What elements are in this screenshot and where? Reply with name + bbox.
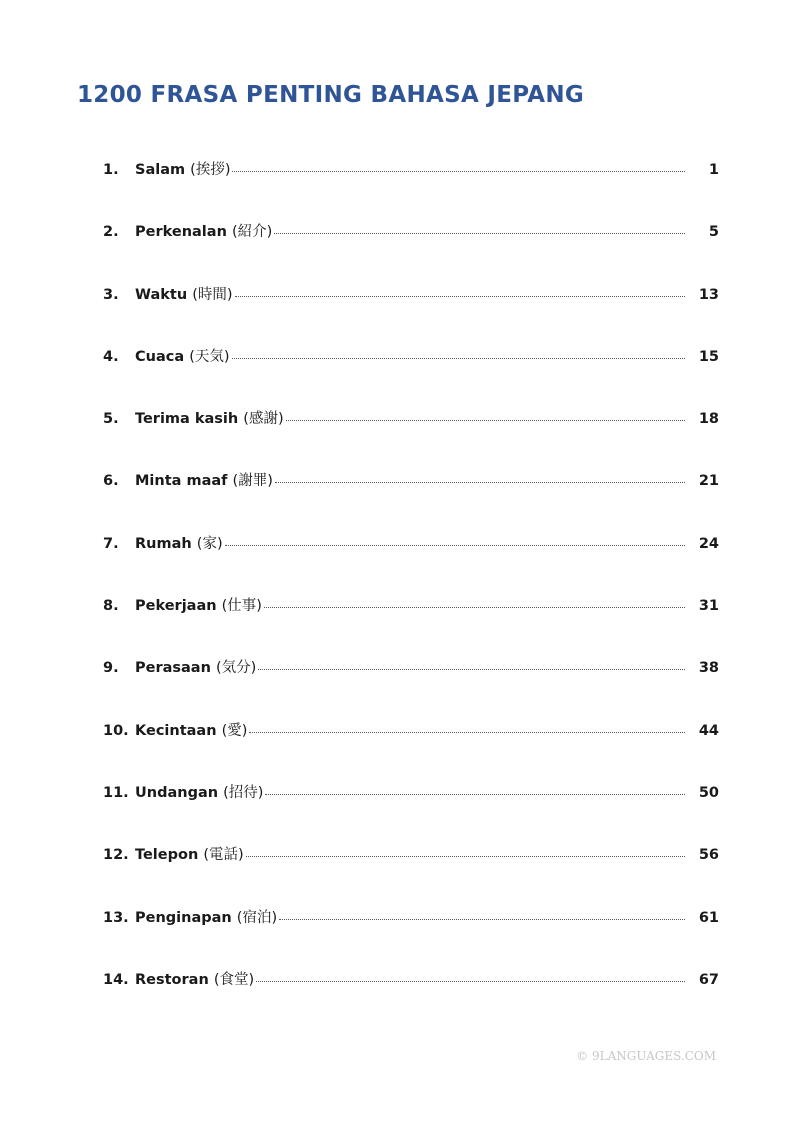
toc-entry-number: 4. <box>103 348 119 365</box>
toc-entry-number: 13. <box>103 909 129 926</box>
toc-entry-page: 56 <box>698 847 719 864</box>
toc-entry-label: Telepon <box>135 847 199 864</box>
document-title: 1200 FRASA PENTING BAHASA JEPANG <box>77 82 585 108</box>
toc-entry-label: Penginapan <box>135 909 232 926</box>
toc-entry-number: 14. <box>103 971 129 988</box>
toc-entry-page: 61 <box>698 909 719 926</box>
toc-entry-page: 67 <box>698 971 719 988</box>
table-of-contents <box>103 158 719 1030</box>
toc-entry-number: 2. <box>103 224 119 241</box>
toc-entry-rumah[interactable] <box>103 532 719 594</box>
toc-entry-title <box>135 469 273 490</box>
toc-entry-number: 1. <box>103 162 119 178</box>
toc-entry-number: 10. <box>103 722 129 739</box>
toc-dot-leader <box>258 668 685 670</box>
toc-entry-page: 21 <box>698 473 719 490</box>
toc-dot-leader <box>265 793 685 795</box>
toc-entry-page: 1 <box>708 162 719 178</box>
toc-entry-perasaan[interactable] <box>103 656 719 718</box>
toc-entry-page: 15 <box>698 348 719 365</box>
toc-entry-title <box>135 158 230 179</box>
toc-entry-japanese: (仕事) <box>221 598 262 615</box>
toc-entry-waktu[interactable] <box>103 283 719 345</box>
toc-entry-japanese: (謝罪) <box>232 473 273 490</box>
toc-entry-page: 5 <box>708 224 719 241</box>
toc-entry-page: 50 <box>698 784 719 801</box>
toc-entry-number: 11. <box>103 784 129 801</box>
toc-entry-label: Undangan <box>135 784 219 801</box>
toc-dot-leader <box>232 170 685 172</box>
toc-entry-title <box>135 594 262 615</box>
toc-entry-number: 9. <box>103 660 119 677</box>
toc-entry-japanese: (時間) <box>192 286 233 303</box>
toc-entry-title <box>135 843 244 864</box>
toc-entry-page: 13 <box>698 286 719 303</box>
toc-entry-title <box>135 345 230 366</box>
toc-entry-title <box>135 656 256 677</box>
toc-entry-page: 24 <box>698 535 719 552</box>
toc-entry-kecintaan[interactable] <box>103 719 719 781</box>
toc-entry-perkenalan[interactable] <box>103 220 719 282</box>
toc-entry-japanese: (電話) <box>203 847 244 864</box>
toc-entry-label: Terima kasih <box>135 411 239 428</box>
toc-entry-japanese: (感謝) <box>243 411 284 428</box>
toc-entry-title <box>135 719 247 740</box>
toc-entry-number: 12. <box>103 847 129 864</box>
toc-entry-japanese: (宿泊) <box>236 909 278 926</box>
toc-entry-japanese: (紹介) <box>231 224 273 241</box>
toc-entry-japanese: (挨拶) <box>190 162 231 178</box>
toc-entry-japanese: (招待) <box>223 784 264 801</box>
toc-dot-leader <box>274 232 685 234</box>
toc-entry-label: Waktu <box>135 286 188 303</box>
toc-dot-leader <box>279 918 685 920</box>
toc-entry-title <box>135 968 254 989</box>
toc-entry-title <box>135 220 272 241</box>
toc-dot-leader <box>232 357 685 359</box>
toc-entry-minta-maaf[interactable] <box>103 469 719 531</box>
toc-entry-label: Salam <box>135 162 186 178</box>
footer-watermark: © 9LANGUAGES.COM <box>576 1049 716 1063</box>
toc-entry-number: 3. <box>103 286 119 303</box>
toc-dot-leader <box>246 855 685 857</box>
toc-entry-title <box>135 532 223 553</box>
toc-dot-leader <box>256 980 685 982</box>
toc-entry-page: 31 <box>698 598 719 615</box>
toc-entry-page: 38 <box>698 660 719 677</box>
toc-dot-leader <box>275 481 685 483</box>
toc-entry-japanese: (愛) <box>221 722 248 739</box>
toc-entry-number: 8. <box>103 598 119 615</box>
toc-entry-page: 18 <box>698 411 719 428</box>
toc-dot-leader <box>249 731 685 733</box>
toc-entry-number: 7. <box>103 535 119 552</box>
toc-entry-label: Pekerjaan <box>135 598 217 615</box>
toc-entry-label: Perasaan <box>135 660 211 677</box>
toc-entry-label: Kecintaan <box>135 722 217 739</box>
toc-entry-undangan[interactable] <box>103 781 719 843</box>
toc-entry-number: 5. <box>103 411 119 428</box>
toc-entry-japanese: (気分) <box>215 660 257 677</box>
toc-entry-label: Minta maaf <box>135 473 228 490</box>
toc-dot-leader <box>225 544 685 546</box>
toc-entry-label: Cuaca <box>135 348 185 365</box>
toc-entry-terima-kasih[interactable] <box>103 407 719 469</box>
toc-entry-title <box>135 407 284 428</box>
toc-entry-title <box>135 906 277 927</box>
toc-dot-leader <box>286 419 685 421</box>
toc-entry-label: Restoran <box>135 971 209 988</box>
toc-entry-cuaca[interactable] <box>103 345 719 407</box>
toc-entry-japanese: (家) <box>196 535 223 552</box>
toc-entry-title <box>135 283 233 304</box>
toc-entry-page: 44 <box>698 722 719 739</box>
toc-entry-telepon[interactable] <box>103 843 719 905</box>
toc-entry-title <box>135 781 263 802</box>
toc-entry-label: Perkenalan <box>135 224 227 241</box>
toc-entry-japanese: (食堂) <box>213 971 255 988</box>
toc-entry-salam[interactable] <box>103 158 719 220</box>
toc-entry-penginapan[interactable] <box>103 906 719 968</box>
toc-dot-leader <box>264 606 685 608</box>
toc-entry-label: Rumah <box>135 535 192 552</box>
toc-entry-number: 6. <box>103 473 119 490</box>
toc-entry-japanese: (天気) <box>189 348 230 365</box>
toc-dot-leader <box>235 295 685 297</box>
toc-entry-restoran[interactable] <box>103 968 719 1030</box>
toc-entry-pekerjaan[interactable] <box>103 594 719 656</box>
